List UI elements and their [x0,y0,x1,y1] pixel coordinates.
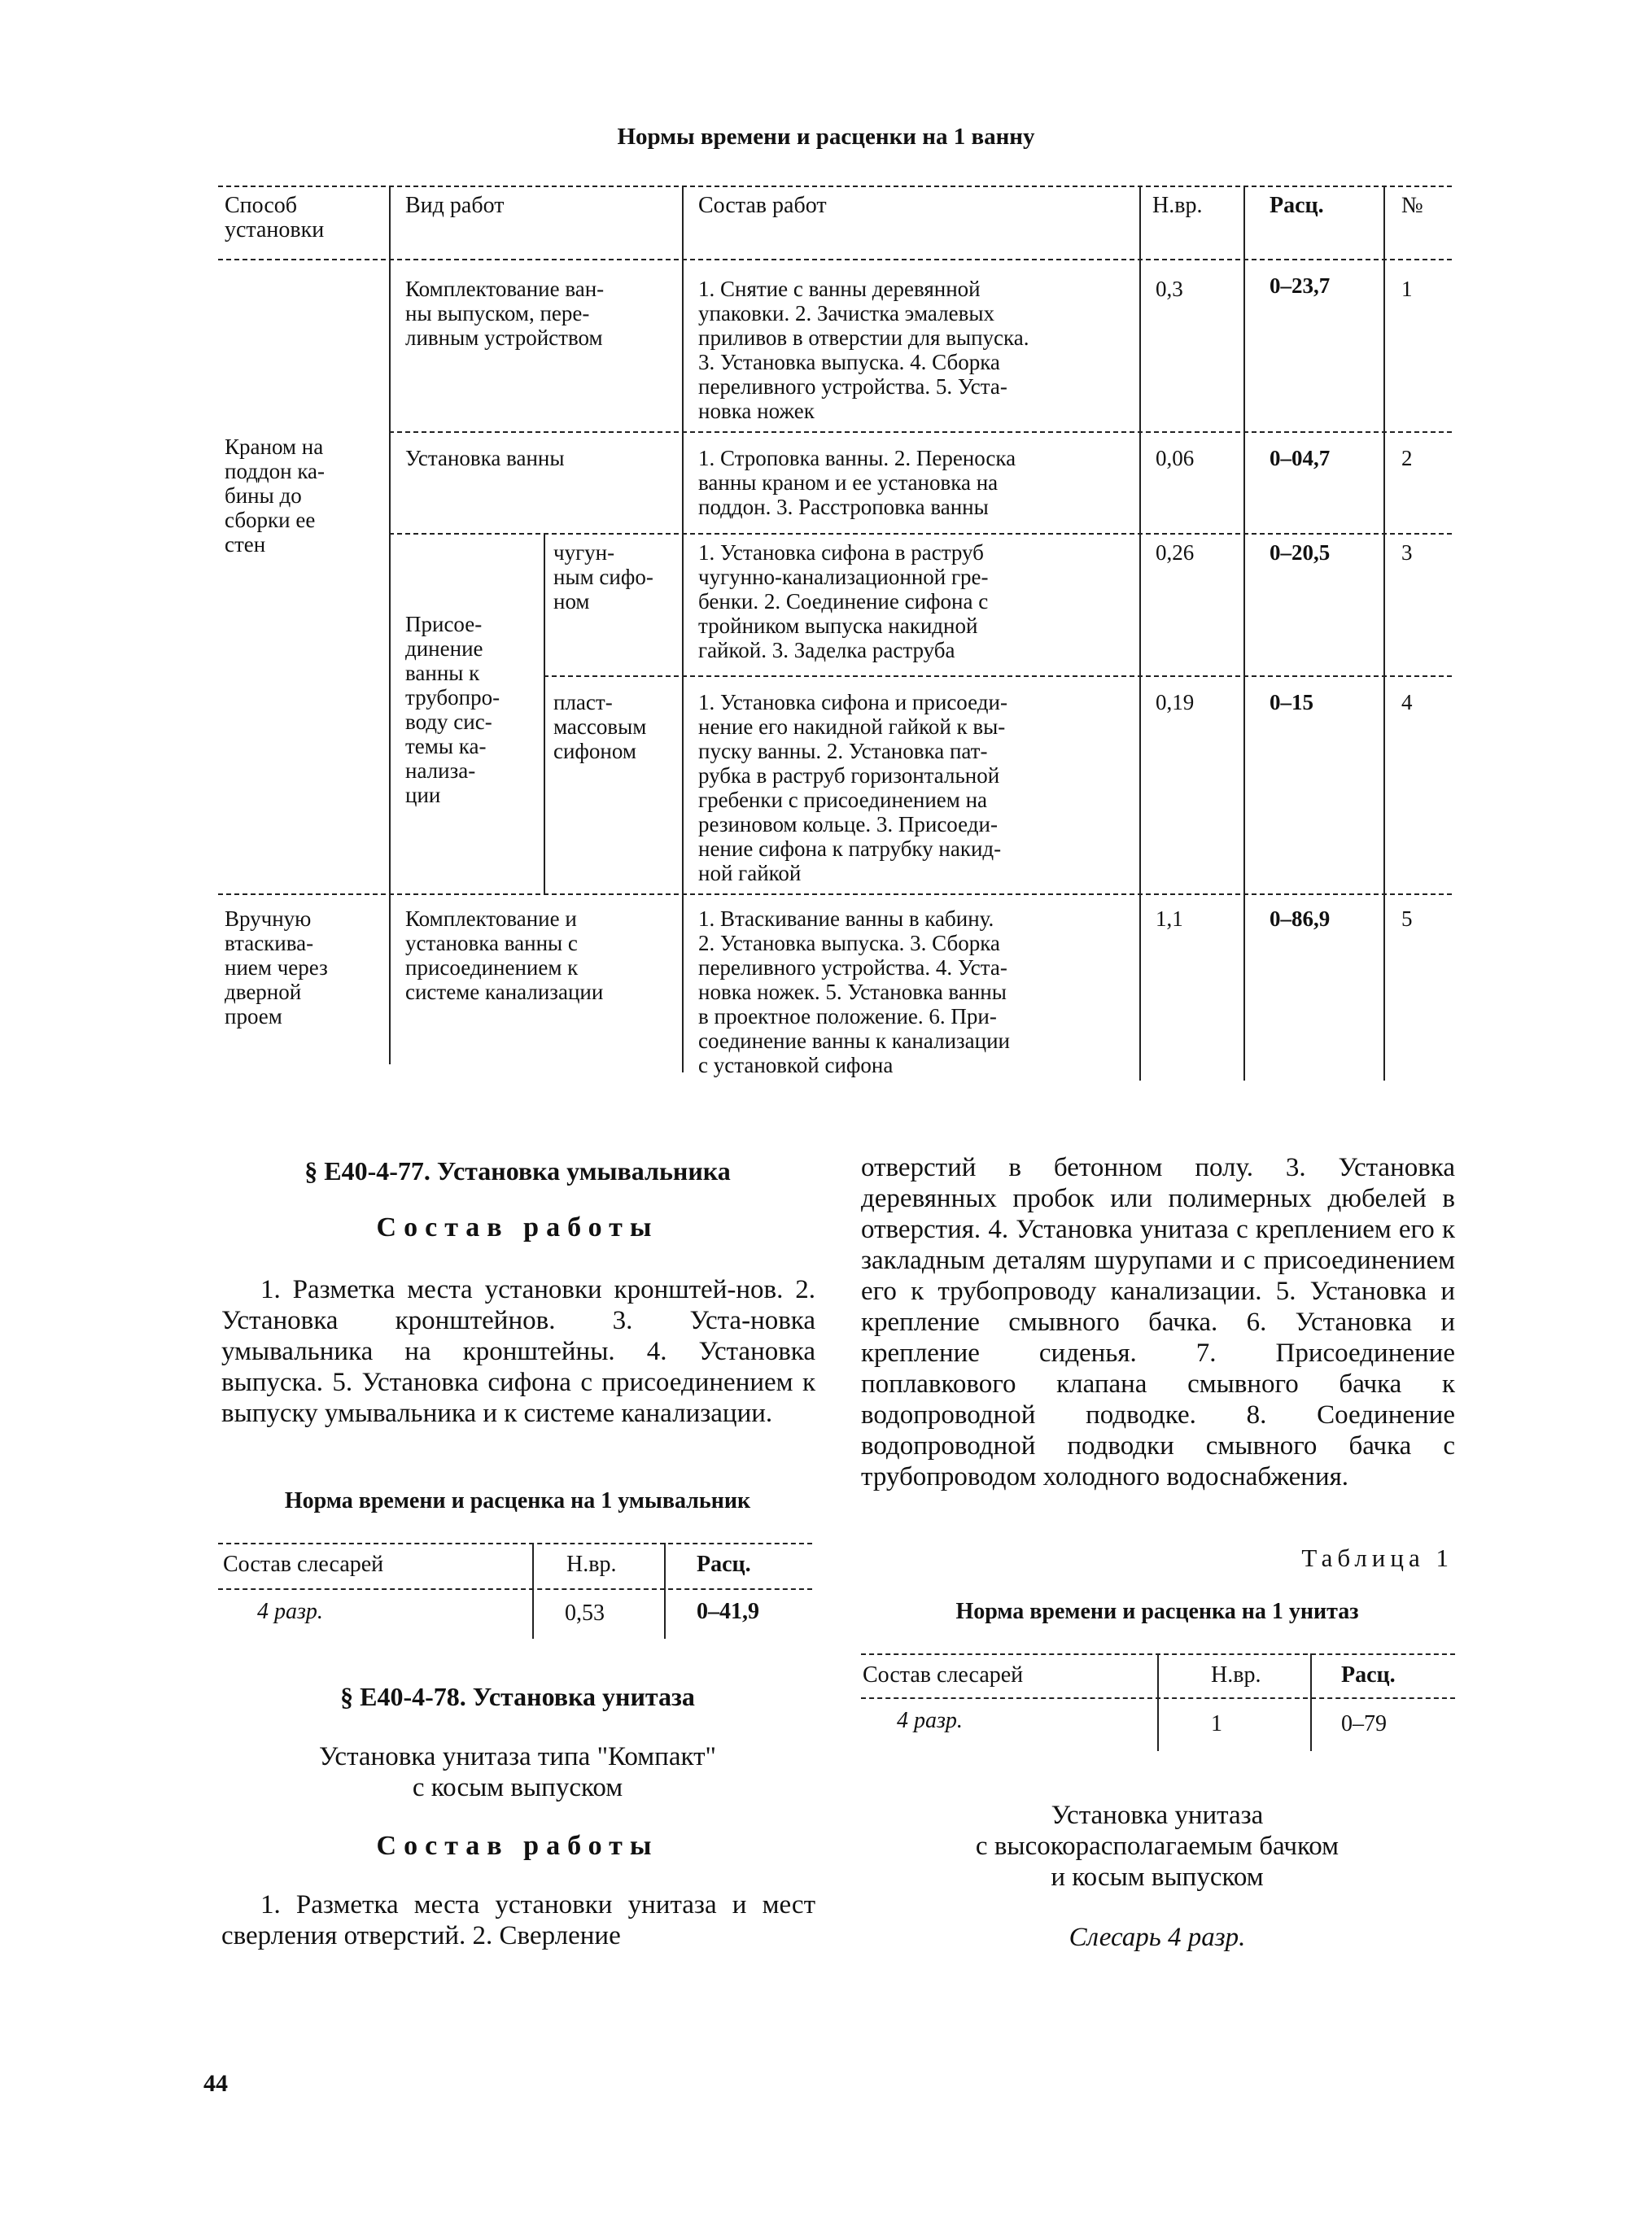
table-label: Таблица 1 [1301,1544,1453,1572]
row-work: Установка ванны [405,446,565,470]
method-manual: Вручную втаскива- нием через дверной проем [225,906,328,1029]
norm-value: 1 [1211,1711,1222,1736]
row-norm: 0,3 [1156,277,1183,301]
header-rate: Расц. [1341,1662,1396,1688]
header-crew: Состав слесарей [863,1662,1024,1688]
header-norm: Н.вр. [566,1552,617,1577]
norm-value: 0,53 [565,1601,605,1626]
row-work: чугун- ным сифо- ном [553,540,653,614]
section-78-text: 1. Разметка места установки унитаза и мест сверления отверстий. 2. Сверление [221,1890,815,1950]
row-num: 5 [1401,906,1413,931]
row-rate: 0–04,7 [1270,446,1331,470]
toilet-norm-title: Норма времени и расценка на 1 унитаз [955,1599,1359,1624]
section-77-composition-heading: Состав работы [376,1212,659,1243]
crew-grade: 4 разр. [897,1708,963,1733]
crew-grade: 4 разр. [257,1599,323,1624]
worker-grade: Слесарь 4 разр. [1069,1923,1246,1952]
header-crew: Состав слесарей [223,1552,384,1577]
section-77-text: 1. Разметка места установки кронштей-нов. 2. Установка кронштейнов. 3. Уста-новка умывальника на кронштейны. 4. Установка выпуска. 5. Установка сифона с присоединением к выпуску умывальника и к системе канализации. [221,1275,815,1428]
row-num: 2 [1401,446,1413,470]
row-num: 4 [1401,690,1413,714]
row-norm: 1,1 [1156,906,1183,931]
page-title: Нормы времени и расценки на 1 ванну [617,124,1035,150]
row-content: 1. Установка сифона в раструб чугунно-канализационной гре- бенки. 2. Соединение сифона с тройником выпуска накидной гайкой. 3. Заделка раструба [698,540,989,662]
rate-value: 0–79 [1341,1711,1387,1736]
header-rate: Расц. [697,1552,751,1577]
section-77-title: § Е40-4-77. Установка умывальника [304,1156,731,1186]
header-work-content: Состав работ [698,193,827,218]
row-norm: 0,26 [1156,540,1195,565]
method-crane: Краном на поддон ка- бины до сборки ее стен [225,435,326,557]
row-rate: 0–86,9 [1270,906,1331,931]
row-rate: 0–23,7 [1270,273,1331,298]
header-norm: Н.вр. [1211,1662,1261,1688]
toilet-high-tank-title: Установка унитаза с высокорасполагаемым бачком и косым выпуском [975,1801,1340,1892]
header-num: № [1401,193,1423,218]
section-77-norm-title: Норма времени и расценка на 1 умывальник [284,1488,751,1513]
header-norm: Н.вр. [1152,193,1203,218]
section-78-composition-heading: Состав работы [376,1831,659,1861]
row-norm: 0,19 [1156,690,1195,714]
row-work: Комплектование и установка ванны с присоединением к системе канализации [405,906,604,1004]
section-78-title: § Е40-4-78. Установка унитаза [340,1682,695,1711]
section-78-text-continued: отверстий в бетонном полу. 3. Установка деревянных пробок или полимерных дюбелей в отверстия. 4. Установка унитаза с креплением его к закладным деталям шурупами и с присоединением его к трубопроводу канализации. 5. Установка и крепление смывного бачка. 6. Установка и крепление сиденья. 7. Присоединение поплавкового клапана смывного бачка к водопроводной подводке. 8. Соединение водопроводной подводки смывного бачка с трубопроводом холодного водоснабжения. [861,1153,1455,1491]
section-78-subtitle: Установка унитаза типа "Компакт" с косым выпуском [319,1742,716,1802]
row-work: пласт- массовым сифоном [553,690,647,763]
row-content: 1. Снятие с ванны деревянной упаковки. 2. Зачистка эмалевых приливов в отверстии для выпуска. 3. Установка выпуска. 4. Сборка переливного устройства. 5. Уста- новка ножек [698,277,1029,423]
page-number: 44 [203,2070,228,2097]
header-work-type: Вид работ [405,193,505,218]
header-method: Способ установки [225,193,325,242]
row-content: 1. Строповка ванны. 2. Переноска ванны краном и ее установка на поддон. 3. Расстроповка ванны [698,446,1016,519]
row-num: 3 [1401,540,1413,565]
row-content: 1. Втаскивание ванны в кабину. 2. Установка выпуска. 3. Сборка переливного устройства. 4. Уста- новка ножек. 5. Установка ванны в проектное положение. 6. При- соединение ванны к канализации с установкой сифона [698,906,1011,1077]
row-content: 1. Установка сифона и присоеди- нение его накидной гайкой к вы- пуску ванны. 2. Установка пат- рубка в раструб горизонтальной гребенки с присоединением на резиновом кольце. 3. Присоеди- нение сифона к патрубку накид- ной гайкой [698,690,1007,885]
row-rate: 0–20,5 [1270,540,1331,565]
connect-label: Присое- динение ванны к трубопро- воду сис- темы ка- нализа- ции [405,612,500,807]
row-rate: 0–15 [1270,690,1313,714]
row-norm: 0,06 [1156,446,1195,470]
row-work: Комплектование ван- ны выпуском, пере- ливным устройством [405,277,605,350]
header-rate: Расц. [1270,193,1324,218]
rate-value: 0–41,9 [697,1599,759,1624]
row-num: 1 [1401,277,1413,301]
